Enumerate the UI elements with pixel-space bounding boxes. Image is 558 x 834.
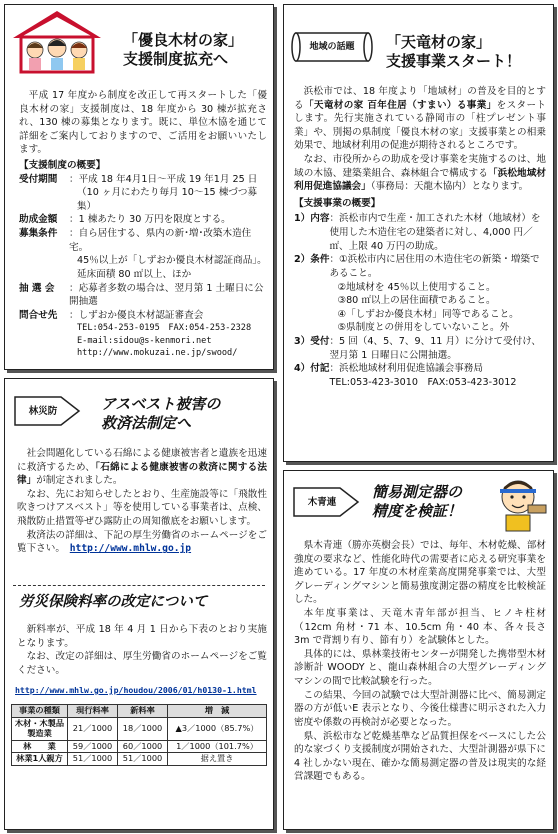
divider <box>13 585 265 586</box>
article-yuryo-mokuzai <box>4 4 274 370</box>
info-value: ：しずおか優良木材認証審査会 <box>69 309 204 321</box>
info-label: 抽 選 会 <box>19 282 55 294</box>
article4-p3: 具体的には、県林業技術センターが開発した携帯型木材診断計 WOODY と、龍山森林組合の大型グレーディングマシンの間で比較試験を行った。 <box>294 648 546 688</box>
article-asbestos <box>4 378 274 830</box>
table-header: 事業の種類 <box>12 705 68 718</box>
rate-table <box>11 704 267 766</box>
info-value: 延床面積 80 ㎡以上、ほか <box>77 268 192 280</box>
info-label: 受付期間 <box>19 173 58 185</box>
info-value[interactable]: E-mail:sidou@s-kenmori.net <box>77 335 212 346</box>
article3-title: 「天竜材の家」 支援事業スタート！ <box>386 33 522 70</box>
info-value: ：自ら居住する、県内の新･増･改築木造住宅。 <box>69 228 252 253</box>
info-row <box>19 227 267 254</box>
article3-section-title: 【支援事業の概要】 <box>294 197 381 209</box>
table-header: 増 減 <box>168 705 267 718</box>
table-cell: 60／1000 <box>118 740 168 753</box>
info-label <box>19 347 69 359</box>
article2-body1: 社会問題化している石綿による健康被害者と遺族を迅速に救済するため、「石綿による健康被害の救済に関する法律」が制定されました。 <box>17 448 267 487</box>
article3-tag: 地域の話題 <box>309 42 355 52</box>
worker-illustration <box>492 475 548 533</box>
info-row <box>19 186 267 213</box>
article4-p1: 県木青連（勝亦英樹会長）では、毎年、木材乾燥、部材強度の要求など、性能化時代の需要者に応える研究事業を進めている。17 年度の木材産業高度開発事業では、大型グレーディングマシンと簡易強度測定器の精度を比較検証した。 <box>294 540 546 606</box>
info-value: TEL:054-253-0195 FAX:054-253-2328 <box>77 323 252 334</box>
article4-p5: 県、浜松市など乾燥基準など品質担保をベースにした公的な家づくり支援制度が開始された、大型計測器が県下に 4 社しかない現在、確かな簡易測定器の普及は現実的な経営課題でもある。 <box>294 730 546 783</box>
info-row <box>19 347 267 359</box>
article2-tag: 林災防 <box>28 406 58 417</box>
condition-item: ：①浜松市内に居住用の木造住宅の新築・増築であること。 <box>329 254 540 279</box>
info-value: ：平成 18 年4月1日～平成 19 年1月 25 日 <box>69 173 258 185</box>
condition-item: ④「しずおか優良木材」同等であること。 <box>337 308 519 320</box>
table-row <box>12 753 267 766</box>
info-value: （10 ヶ月にわたり毎月 10～15 棟づつ募集） <box>77 187 258 212</box>
info-row <box>19 335 267 347</box>
table-cell: ▲3／1000（85.7%） <box>168 717 267 740</box>
item-reception: 3）受付 ：5 回（4、5、7、9、11 月）に分けて受付け、翌月第 1 日曜日に公開抽選。 <box>294 335 542 361</box>
article1-section-title: 【支援制度の概要】 <box>19 160 106 172</box>
info-row <box>19 268 267 282</box>
item-note: 4）付記 ：浜松地域材利用促進協議会事務局 TEL:053-423-3010 FAX:053-423-3012 <box>294 363 517 388</box>
table-header: 現行料率 <box>68 705 118 718</box>
info-label: 問合せ先 <box>19 309 58 321</box>
article2-title: アスベスト被害の 救済法制定へ <box>101 395 221 432</box>
article4-p4: この結果、今回の試験では大型計測器に比べ、簡易測定器の方が低いE 表示となり、今後仕様書に明示された入力密度や係数の再検討が必要となった。 <box>294 689 546 728</box>
article1-body: 平成 17 年度から制度を改正して再スタートした「優良木材の家」支援制度は、18 年度から 30 棟が拡充され、130 棟の募集となります。既に、単位木協を通じて詳細をご案内しておりますので、ご活用をお願いいたします。 <box>19 90 267 156</box>
table-cell: 1／1000（101.7%） <box>168 740 267 753</box>
mhlw-link[interactable]: http://www.mhlw.go.jp <box>69 543 192 555</box>
info-label <box>19 254 69 268</box>
table-cell: 林 業 <box>12 740 68 753</box>
article1-rows <box>19 173 267 359</box>
info-label: 助成金額 <box>19 214 58 226</box>
info-row <box>19 282 267 309</box>
article3-body1: 浜松市では、18 年度より「地域材」の普及を目的とする「天竜材の家 百年住居（すまい）る事業」をスタートします。先行実施されている静岡市の「柱プレゼント事業」や、別掲の県制度「優良木材の家」支援事業との相乗効果で、地域材利用の促進が期待されるところです。 <box>294 86 547 152</box>
condition-item: ③80 ㎡以上の居住面積であること。 <box>337 295 496 307</box>
info-label: 募集条件 <box>19 228 58 240</box>
article-kanni-sokutei <box>283 470 554 830</box>
info-label <box>19 268 69 282</box>
info-value: ：1 棟あたり 30 万円を限度とする。 <box>69 214 231 226</box>
info-value[interactable]: http://www.mokuzai.ne.jp/swood/ <box>77 347 238 358</box>
house-family-illustration <box>9 8 105 74</box>
info-row <box>19 254 267 268</box>
table-cell: 木材・木製品製造業 <box>12 717 68 740</box>
item-content: 1）内容 ：浜松市内で生産・加工された木材（地域材）を使用した木造住宅の建築者に対し、4,000 円／㎡、上限 40 万円の助成。 <box>294 213 541 252</box>
article2-body2: なお、先にお知らせしたとおり、生産施設等に「飛散性吹きつけアスベスト」等を使用している事業者は、点検、飛散防止措置等ぜひ露防止の周知徹底をお願いします。 <box>17 488 267 528</box>
article4-p2: 本年度事業は、天竜木青年部が担当、ヒノキ柱材（12cm 角材・71 本、10.5cm 角・40 本、各々長さ 3m で背割り有り、節有り）を試験体とした。 <box>294 608 546 647</box>
article2-body5: なお、改定の詳細は、厚生労働省のホームページをご覧ください。 <box>17 651 267 676</box>
item-conditions: 2）条件 ：①浜松市内に居住用の木造住宅の新築・増築であること。 ②地域材を 45％以上使用すること。 ③80 ㎡以上の居住面積であること。 ④「しずおか優良木材」同等であること。 ⑤県制度との併用をしていないこと。外 <box>294 253 546 335</box>
condition-item: ⑤県制度との併用をしていないこと。外 <box>337 322 510 334</box>
table-row <box>12 717 267 740</box>
table-cell: 林業1人親方 <box>12 753 68 766</box>
article-tenryu <box>283 4 554 462</box>
table-cell: 59／1000 <box>68 740 118 753</box>
article4-tag: 木青連 <box>307 497 337 508</box>
table-cell: 51／1000 <box>118 753 168 766</box>
article2-body4: 新料率が、平成 18 年 4 月 1 日から下表のとおり実施となります。 <box>17 624 267 649</box>
info-row <box>19 213 267 227</box>
info-row <box>19 322 267 334</box>
table-cell: 51／1000 <box>68 753 118 766</box>
article2-body3: 救済法の詳細は、下記の厚生労働省のホームページをご覧下さい。 http://www.mhlw.go.jp <box>17 529 267 555</box>
info-row <box>19 173 267 187</box>
table-row <box>12 740 267 753</box>
table-cell: 据え置き <box>168 753 267 766</box>
condition-item: ②地域材を 45％以上使用すること。 <box>337 281 496 293</box>
info-value: ：応募者多数の場合は、翌月第 1 土曜日に公開抽選 <box>69 282 264 308</box>
article1-title: 「優良木材の家」 支援制度拡充へ <box>123 31 244 68</box>
info-label <box>19 335 69 347</box>
table-header: 新料率 <box>118 705 168 718</box>
info-label <box>19 186 69 213</box>
info-label <box>19 322 69 334</box>
table-cell: 18／1000 <box>118 717 168 740</box>
info-row <box>19 309 267 323</box>
article3-body2: なお、市役所からの助成を受け事業を実施するのは、地域の木協、建築業組合、森林組合で構成する「浜松地域材利用促進協議会」（事務局：天龍木協内）となります。 <box>294 154 547 193</box>
info-value: 45％以上が「しずおか優良木材認証商品」。 <box>77 255 267 267</box>
article4-title: 簡易測定器の 精度を検証！ <box>372 483 463 520</box>
table-cell: 21／1000 <box>68 717 118 740</box>
mhlw-detail-link[interactable]: http://www.mhlw.go.jp/houdou/2006/01/h0130-1.html <box>15 685 257 695</box>
article2-title2: 労災保険料率の改定について <box>19 594 208 610</box>
